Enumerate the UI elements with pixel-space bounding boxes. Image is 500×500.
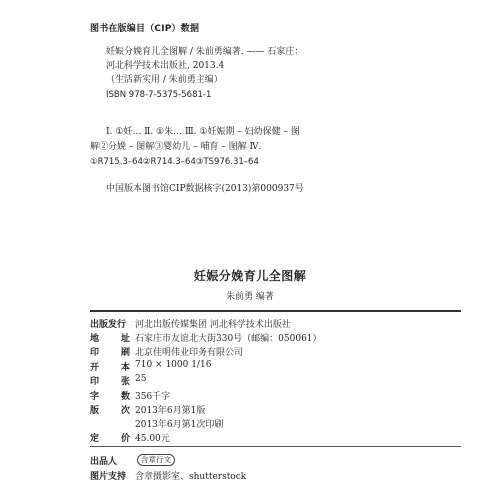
info-label-char: 本 — [120, 363, 130, 373]
info-label-char: 张 — [120, 377, 130, 387]
producer-logo: 含章行文 — [137, 454, 175, 466]
info-label-char: 定 — [90, 434, 100, 444]
cip-line-publisher: 河北科学技术出版社, 2013.4 — [106, 61, 225, 71]
info-value: 北京佳明伟业印务有限公司 — [135, 348, 244, 358]
classification-line: 解②分娩 – 图解③婴幼儿 – 哺育 – 图解 Ⅳ. — [90, 142, 262, 152]
info-label-char: 开 — [90, 363, 100, 373]
info-value: 710 × 1000 1/16 — [135, 360, 212, 370]
info-label-char: 版 — [90, 406, 100, 416]
book-author: 朱前勇 编著 — [226, 292, 274, 302]
info-value: 25 — [135, 374, 147, 384]
info-label — [90, 345, 130, 358]
classification-line: Ⅰ. ①妊… Ⅱ. ①朱… Ⅲ. ①妊娠期 – 妇幼保健 – 图 — [106, 127, 300, 137]
info-label-char: 地 — [90, 334, 100, 344]
info-label-char: 次 — [120, 406, 130, 416]
info-label — [90, 374, 130, 387]
info-label — [90, 403, 130, 416]
divider-top — [90, 310, 461, 312]
cip-line-isbn: ISBN 978-7-5375-5681-1 — [106, 90, 212, 100]
producer-value — [135, 454, 175, 466]
info-label — [90, 360, 130, 373]
info-label-char: 址 — [120, 334, 130, 344]
info-value: 2013年6月第1次印刷 — [135, 420, 224, 430]
info-label: 出版发行 — [90, 320, 127, 330]
divider-bottom — [90, 446, 461, 447]
info-label-char: 刷 — [120, 348, 130, 358]
info-label-char: 数 — [120, 392, 130, 402]
info-label-char: 价 — [120, 434, 130, 444]
info-value: 含章摄影室、shutterstock — [135, 472, 247, 482]
info-value: 2013年6月第1版 — [135, 406, 206, 416]
info-label: 出品人 — [90, 457, 118, 467]
info-label-char: 印 — [90, 377, 100, 387]
info-label-char: 印 — [90, 348, 100, 358]
info-label — [90, 431, 130, 444]
info-label: 图片支持 — [90, 472, 127, 482]
classification-line: ①R715.3–64②R714.3–64③TS976.31–64 — [90, 157, 259, 167]
info-label-char: 字 — [90, 392, 100, 402]
cip-number: 中国版本图书馆CIP数据核字(2013)第000937号 — [106, 184, 304, 194]
info-value: 河北出版传媒集团 河北科学技术出版社 — [135, 320, 291, 330]
info-value: 石家庄市友谊北大街330号（邮编：050061） — [135, 334, 322, 344]
cip-line-title: 妊娠分娩育儿全图解 / 朱前勇编著. —— 石家庄： — [106, 47, 304, 57]
info-label — [90, 331, 130, 344]
info-label — [90, 389, 130, 402]
cip-line-series: （生活新实用 / 朱前勇主编） — [106, 75, 223, 85]
info-value: 356千字 — [135, 392, 171, 402]
info-value: 45.00元 — [135, 434, 170, 444]
cip-heading: 图书在版编目（CIP）数据 — [90, 24, 200, 34]
book-title: 妊娠分娩育儿全图解 — [193, 269, 307, 283]
